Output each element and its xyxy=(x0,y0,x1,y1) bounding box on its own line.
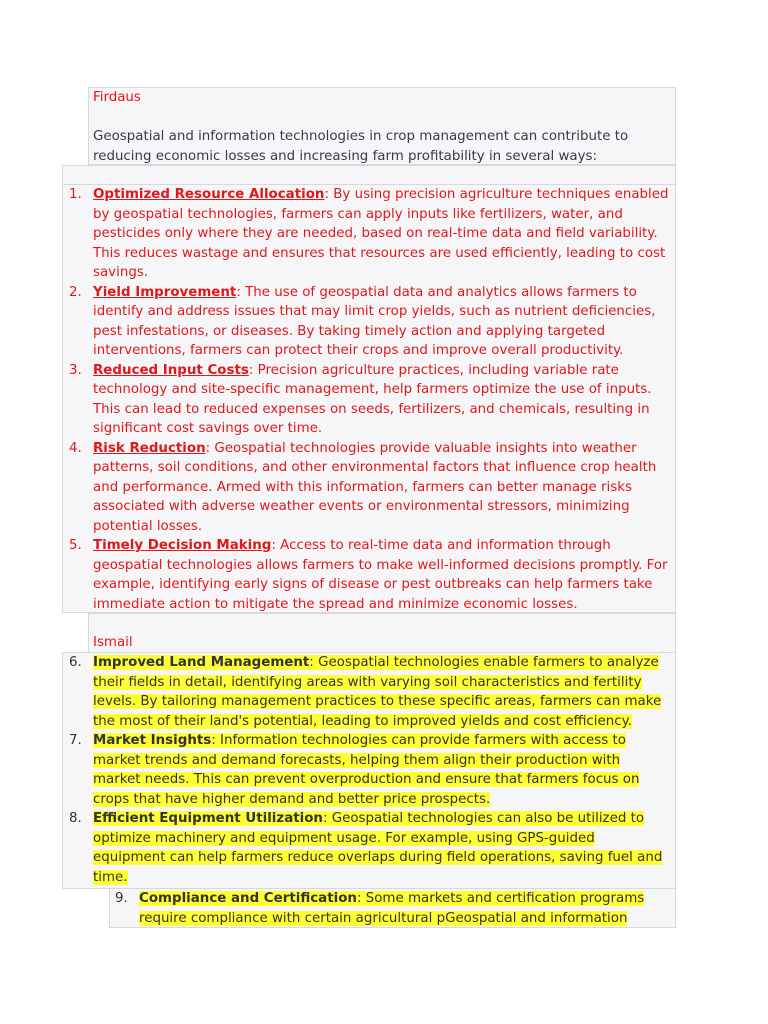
list-term: Optimized Resource Allocation xyxy=(93,187,325,202)
list-text: : Geospatial technologies provide valuable insights into weather patterns, soil conditions, and other environmental factors that influence crop health and performance. Armed with this information, farmers can better manage risks associated with adverse weather events or environmental stressors, minimizing potential losses. xyxy=(93,440,657,534)
list-text: : Precision agriculture practices, including variable rate technology and site-specific management, help farmers optimize the use of inputs. This can lead to reduced expenses on seeds, fertilizers, and chemicals, resulting in significant cost savings over time. xyxy=(93,362,652,436)
list-text: : By using precision agriculture techniques enabled by geospatial technologies, farmers can apply inputs like fertilizers, water, and pesticides only where they are needed, based on real-time data and field variability. This reduces wastage and ensures that resources are used efficiently, leading to cost savings. xyxy=(93,187,669,280)
list-number: 4. xyxy=(69,440,82,456)
list-number: 9. xyxy=(115,891,128,906)
list-number: 7. xyxy=(69,733,82,748)
list-item-1 xyxy=(69,185,669,283)
list-term: Reduced Input Costs xyxy=(93,362,249,378)
list-item-3 xyxy=(69,361,669,439)
list-term: Yield Improvement xyxy=(93,284,237,300)
list-text: : Some markets and certification programs require compliance with certain agricultural pGeospatial and information xyxy=(139,891,645,926)
list-term: Risk Reduction xyxy=(93,440,206,456)
list-number: 3. xyxy=(69,362,82,378)
list-number: 6. xyxy=(69,655,82,670)
list-term: Timely Decision Making xyxy=(93,538,272,553)
list-term: Compliance and Certification xyxy=(139,891,357,906)
list-text: : Geospatial technologies can also be utilized to optimize machinery and equipment usage. For example, using GPS-guided equipment can help farmers reduce overlaps during field operations, saving fuel and time. xyxy=(93,811,663,885)
list-item-8 xyxy=(69,809,671,887)
list-text: : The use of geospatial data and analytics allows farmers to identify and address issues that may limit crop yields, such as nutrient deficiencies, pest infestations, or diseases. By taking timely action and applying targeted interventions, farmers can protect their crops and improve overall productivity. xyxy=(93,284,656,358)
list-term: Improved Land Management xyxy=(93,655,310,670)
list-item-2 xyxy=(69,283,669,361)
list-item-6 xyxy=(69,653,671,731)
benefit-list-red xyxy=(69,185,669,614)
comment-box-ismail xyxy=(88,613,676,653)
list-number: 2. xyxy=(69,284,82,300)
comment-box-gap xyxy=(62,165,676,185)
list-text: : Information technologies can provide farmers with access to market trends and demand forecasts, helping them align their production with market needs. This can prevent overproduction and ensure that farmers focus on crops that have higher demand and better price prospects. xyxy=(93,733,640,807)
list-number: 1. xyxy=(69,187,82,202)
list-term: Efficient Equipment Utilization xyxy=(93,811,323,826)
benefit-list-nested xyxy=(115,889,669,928)
list-item-5 xyxy=(69,536,669,614)
list-term: Market Insights xyxy=(93,733,212,748)
list-item-4 xyxy=(69,439,669,537)
list-item-7 xyxy=(69,731,671,809)
list-number: 5. xyxy=(69,538,82,553)
intro-section xyxy=(93,88,673,166)
benefit-list-highlighted xyxy=(69,653,671,887)
author-firdaus: Firdaus xyxy=(93,90,141,105)
author-ismail: Ismail xyxy=(93,635,133,650)
list-text: : Geospatial technologies enable farmers to analyze their fields in detail, identifying areas with varying soil characteristics and fertility levels. By tailoring management practices to these specific areas, farmers can make the most of their land's potential, leading to improved yields and cost efficiency. xyxy=(93,655,662,729)
intro-paragraph: Geospatial and information technologies in crop management can contribute to reducing economic losses and increasing farm profitability in several ways: xyxy=(93,129,629,164)
list-text: : Access to real-time data and information through geospatial technologies allows farmers to make well-informed decisions promptly. For example, identifying early signs of disease or pest outbreaks can help farmers take immediate action to mitigate the spread and minimize economic losses. xyxy=(93,538,668,612)
list-item-9 xyxy=(115,889,669,928)
list-number: 8. xyxy=(69,811,82,826)
